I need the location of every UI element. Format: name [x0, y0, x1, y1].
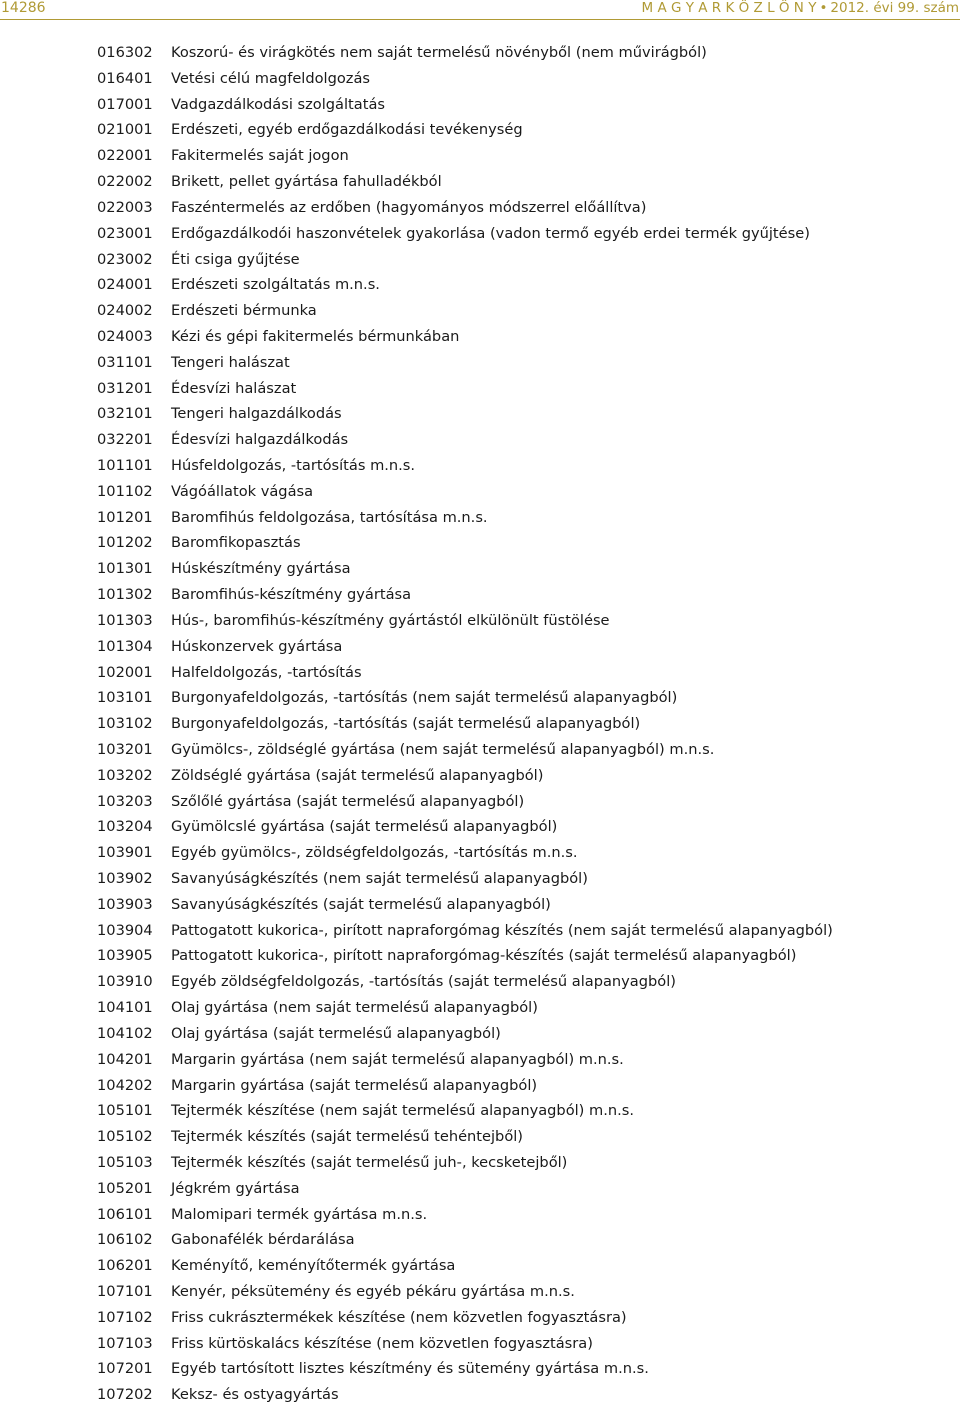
list-item: [0, 660, 960, 686]
activity-code: 032201: [97, 431, 153, 449]
list-item: [0, 1356, 960, 1382]
activity-description: Erdészeti szolgáltatás m.n.s.: [171, 276, 380, 294]
activity-code: 101102: [97, 482, 153, 500]
activity-description: Savanyúságkészítés (nem saját termelésű alapanyagból): [171, 870, 588, 887]
activity-description: Édesvízi halászat: [171, 379, 297, 397]
activity-code: 105102: [97, 1128, 153, 1146]
activity-code: 017001: [97, 95, 153, 113]
list-item: [0, 195, 960, 221]
list-item: [0, 1098, 960, 1124]
activity-description: Olaj gyártása (saját termelésű alapanyagból): [171, 1024, 501, 1042]
activity-code: 024002: [97, 302, 153, 320]
activity-description: Jégkrém gyártása: [171, 1179, 300, 1197]
activity-description: Éti csiga gyűjtése: [171, 250, 300, 268]
activity-description: Húsfeldolgozás, -tartósítás m.n.s.: [171, 457, 416, 474]
activity-description: Édesvízi halgazdálkodás: [171, 431, 349, 449]
list-item: [0, 866, 960, 892]
list-item: [0, 711, 960, 737]
activity-description: Vetési célú magfeldolgozás: [171, 69, 371, 87]
activity-code: 101304: [97, 637, 153, 655]
list-item: [0, 298, 960, 324]
list-item: [0, 685, 960, 711]
list-item: [0, 530, 960, 556]
activity-description: Baromfikopasztás: [171, 534, 301, 552]
activity-code: 104102: [97, 1024, 153, 1042]
activity-code: 104201: [97, 1050, 153, 1068]
activity-code: 107202: [97, 1386, 153, 1404]
activity-description: Brikett, pellet gyártása fahulladékból: [171, 173, 442, 191]
activity-description: Hús-, baromfihús-készítmény gyártástól elkülönült füstölése: [171, 611, 610, 629]
list-item: [0, 427, 960, 453]
activity-description: Keményítő, keményítőtermék gyártása: [171, 1257, 456, 1275]
activity-description: Gyümölcs-, zöldséglé gyártása (nem saját termelésű alapanyagból) m.n.s.: [171, 740, 715, 758]
activity-description: Fakitermelés saját jogon: [171, 147, 349, 165]
activity-code: 104202: [97, 1076, 153, 1094]
activity-code: 106201: [97, 1257, 153, 1275]
activity-code: 107103: [97, 1334, 153, 1352]
activity-description: Burgonyafeldolgozás, -tartósítás (nem saját termelésű alapanyagból): [171, 689, 678, 707]
activity-description: Burgonyafeldolgozás, -tartósítás (saját termelésű alapanyagból): [171, 715, 641, 733]
activity-description: Keksz- és ostyagyártás: [171, 1386, 339, 1404]
activity-description: Savanyúságkészítés (saját termelésű alapanyagból): [171, 895, 551, 913]
list-item: [0, 737, 960, 763]
list-item: [0, 117, 960, 143]
activity-code: 022001: [97, 147, 153, 165]
list-item: [0, 789, 960, 815]
activity-code: 103201: [97, 740, 153, 758]
list-item: [0, 943, 960, 969]
activity-code: 031201: [97, 379, 153, 397]
activity-description: Baromfihús-készítmény gyártása: [171, 586, 412, 604]
activity-description: Kézi és gépi fakitermelés bérmunkában: [171, 327, 460, 345]
list-item: [0, 582, 960, 608]
activity-code: 106102: [97, 1231, 153, 1249]
activity-description: Gabonafélék bérdarálása: [171, 1231, 355, 1249]
activity-code: 107101: [97, 1283, 153, 1300]
activity-description: Vágóállatok vágása: [171, 482, 314, 500]
list-item: [0, 401, 960, 427]
activity-code: 021001: [97, 121, 153, 139]
list-item: [0, 1227, 960, 1253]
activity-code: 101301: [97, 560, 153, 578]
activity-code: 103902: [97, 870, 153, 887]
activity-description: Baromfihús feldolgozása, tartósítása m.n.s.: [171, 508, 488, 526]
activity-code: 023002: [97, 250, 153, 268]
page-header: [0, 0, 960, 21]
list-item: [0, 1176, 960, 1202]
activity-code: 024003: [97, 327, 153, 345]
activity-description: Pattogatott kukorica-, pirított napraforgómag-készítés (saját termelésű alapanyagból): [171, 947, 797, 965]
activity-description: Halfeldolgozás, -tartósítás: [171, 663, 362, 681]
list-item: [0, 505, 960, 531]
activity-description: Erdőgazdálkodói haszonvételek gyakorlása (vadon termő egyéb erdei termék gyűjtése): [171, 224, 810, 242]
activity-code: 024001: [97, 276, 153, 294]
list-item: [0, 918, 960, 944]
activity-code: 107102: [97, 1308, 153, 1326]
activity-code: 022003: [97, 198, 153, 216]
list-item: [0, 995, 960, 1021]
activity-description: Vadgazdálkodási szolgáltatás: [171, 95, 385, 113]
list-item: [0, 1202, 960, 1228]
list-item: [0, 324, 960, 350]
activity-description: Erdészeti, egyéb erdőgazdálkodási tevékenység: [171, 121, 523, 139]
activity-description: Malomipari termék gyártása m.n.s.: [171, 1205, 428, 1223]
activity-code: 101302: [97, 586, 153, 604]
activity-code: 103203: [97, 792, 153, 810]
list-item: [0, 1150, 960, 1176]
activity-code: 106101: [97, 1205, 153, 1223]
list-item: [0, 608, 960, 634]
activity-code: 022002: [97, 173, 153, 191]
activity-code: 101303: [97, 611, 153, 629]
list-item: [0, 634, 960, 660]
list-item: [0, 1253, 960, 1279]
activity-code: 016401: [97, 69, 153, 87]
activity-code: 102001: [97, 663, 153, 681]
activity-code: 105101: [97, 1102, 153, 1120]
list-item: [0, 1279, 960, 1305]
list-item: [0, 1047, 960, 1073]
activity-description: Margarin gyártása (saját termelésű alapanyagból): [171, 1076, 538, 1094]
list-item: [0, 350, 960, 376]
activity-description: Egyéb zöldségfeldolgozás, -tartósítás (saját termelésű alapanyagból): [171, 973, 676, 991]
list-item: [0, 143, 960, 169]
list-item: [0, 1073, 960, 1099]
activity-code: 103202: [97, 766, 153, 784]
list-item: [0, 272, 960, 298]
activity-code: 103903: [97, 895, 153, 913]
activity-code: 103905: [97, 947, 153, 965]
activity-description: Szőlőlé gyártása (saját termelésű alapanyagból): [171, 792, 525, 810]
list-item: [0, 169, 960, 195]
activity-code: 103102: [97, 715, 153, 733]
activity-description: Erdészeti bérmunka: [171, 302, 317, 320]
journal-title: M A G Y A R K Ö Z L Ö N Y: [641, 0, 817, 16]
activity-code: 103101: [97, 689, 153, 707]
list-item: [0, 479, 960, 505]
list-item: [0, 1021, 960, 1047]
activity-code: 107201: [97, 1360, 153, 1378]
activity-code-list: [0, 40, 960, 1408]
activity-description: Zöldséglé gyártása (saját termelésű alapanyagból): [171, 766, 544, 784]
bullet-separator: •: [819, 0, 828, 16]
activity-description: Friss kürtöskalács készítése (nem közvetlen fogyasztásra): [171, 1334, 593, 1352]
activity-description: Tejtermék készítése (nem saját termelésű alapanyagból) m.n.s.: [171, 1102, 634, 1120]
activity-code: 103910: [97, 973, 153, 991]
list-item: [0, 763, 960, 789]
activity-description: Egyéb gyümölcs-, zöldségfeldolgozás, -tartósítás m.n.s.: [171, 844, 578, 862]
activity-description: Friss cukrásztermékek készítése (nem közvetlen fogyasztásra): [171, 1308, 627, 1326]
activity-code: 032101: [97, 405, 153, 423]
activity-code: 023001: [97, 224, 153, 242]
activity-description: Húskészítmény gyártása: [171, 560, 351, 578]
activity-code: 104101: [97, 999, 153, 1017]
activity-code: 031101: [97, 353, 153, 371]
activity-code: 101101: [97, 457, 153, 474]
activity-description: Koszorú- és virágkötés nem saját termelésű növényből (nem művirágból): [171, 44, 707, 61]
list-item: [0, 1124, 960, 1150]
issue-label: 2012. évi 99. szám: [830, 0, 959, 16]
list-item: [0, 1305, 960, 1331]
list-item: [0, 92, 960, 118]
activity-description: Tengeri halászat: [171, 353, 290, 371]
list-item: [0, 376, 960, 402]
running-head: [642, 0, 959, 16]
activity-code: 105103: [97, 1153, 153, 1171]
activity-description: Tengeri halgazdálkodás: [171, 405, 342, 423]
list-item: [0, 814, 960, 840]
list-item: [0, 556, 960, 582]
activity-description: Gyümölcslé gyártása (saját termelésű alapanyagból): [171, 818, 558, 836]
list-item: [0, 247, 960, 273]
activity-description: Pattogatott kukorica-, pirított napraforgómag készítés (nem saját termelésű alapanyagból): [171, 921, 833, 939]
page-number: 14286: [1, 0, 46, 16]
list-item: [0, 840, 960, 866]
activity-code: 103901: [97, 844, 153, 862]
list-item: [0, 892, 960, 918]
activity-description: Tejtermék készítés (saját termelésű juh-, kecsketejből): [171, 1153, 568, 1171]
activity-description: Egyéb tartósított lisztes készítmény és sütemény gyártása m.n.s.: [171, 1360, 649, 1378]
activity-description: Húskonzervek gyártása: [171, 637, 343, 655]
activity-code: 101202: [97, 534, 153, 552]
header-rule: [0, 19, 960, 20]
activity-code: 105201: [97, 1179, 153, 1197]
activity-code: 103904: [97, 921, 153, 939]
list-item: [0, 66, 960, 92]
activity-description: Kenyér, péksütemény és egyéb pékáru gyártása m.n.s.: [171, 1283, 575, 1300]
activity-description: Tejtermék készítés (saját termelésű tehéntejből): [171, 1128, 524, 1146]
list-item: [0, 221, 960, 247]
activity-description: Faszéntermelés az erdőben (hagyományos módszerrel előállítva): [171, 198, 647, 216]
list-item: [0, 1382, 960, 1408]
list-item: [0, 1331, 960, 1357]
activity-code: 101201: [97, 508, 153, 526]
activity-code: 016302: [97, 44, 153, 61]
list-item: [0, 453, 960, 479]
list-item: [0, 40, 960, 66]
activity-description: Margarin gyártása (nem saját termelésű alapanyagból) m.n.s.: [171, 1050, 624, 1068]
activity-description: Olaj gyártása (nem saját termelésű alapanyagból): [171, 999, 538, 1017]
list-item: [0, 969, 960, 995]
activity-code: 103204: [97, 818, 153, 836]
